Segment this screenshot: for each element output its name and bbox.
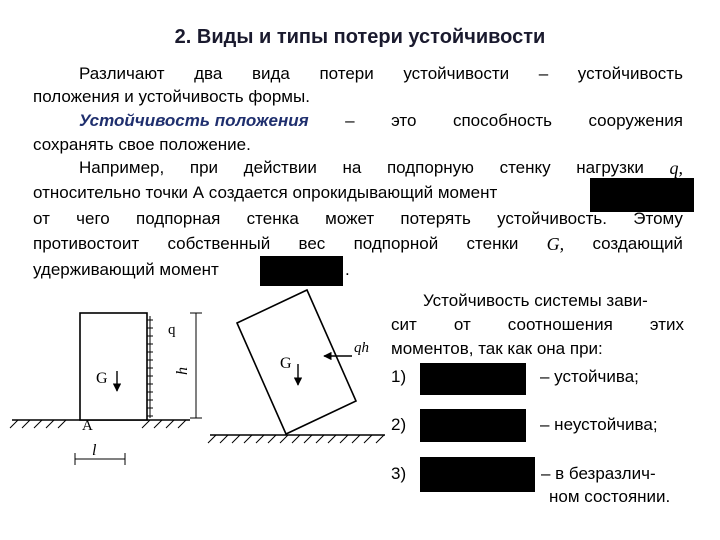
word: подпорной xyxy=(353,234,439,253)
right-line1: Устойчивость системы зави- xyxy=(423,291,648,310)
distributed-load xyxy=(147,316,153,418)
case-3-text: – в безразлич- xyxy=(541,464,656,483)
word: стенку xyxy=(499,158,551,177)
term-stability-position: Устойчивость положения xyxy=(79,111,309,130)
page-title: 2. Виды и типы потери устойчивости xyxy=(174,26,546,48)
word: устойчивости xyxy=(403,64,510,83)
word: – xyxy=(345,111,355,130)
word: может xyxy=(325,209,375,228)
word: подпорную xyxy=(386,158,474,177)
word: устойчивость xyxy=(577,64,683,83)
para2-line2: сохранять свое положение. xyxy=(33,135,251,154)
case-1-number: 1) xyxy=(391,367,407,386)
word: соотношения xyxy=(507,315,613,334)
word: Этому xyxy=(633,209,683,228)
word: на xyxy=(342,158,362,177)
case-2-condition-formula xyxy=(420,409,526,442)
word: стенки xyxy=(466,234,519,253)
word: от xyxy=(33,209,50,228)
para3-line2: относительно точки А создается опрокидывающий момент xyxy=(33,183,498,202)
ground-left xyxy=(10,420,190,428)
right-line2 xyxy=(391,315,684,335)
word: действии xyxy=(243,158,317,177)
case-1-text: – устойчива; xyxy=(540,367,639,386)
word: вес xyxy=(298,234,326,253)
right-line3: моментов, так как она при: xyxy=(391,339,603,358)
word: это xyxy=(391,111,417,130)
word: устойчивость. xyxy=(497,209,607,228)
word: этих xyxy=(649,315,684,334)
case-3-number: 3) xyxy=(391,464,407,483)
overturning-moment-formula xyxy=(590,178,694,212)
case-1-condition-formula xyxy=(420,363,526,395)
word: способность xyxy=(452,111,552,130)
case-2-number: 2) xyxy=(391,415,407,434)
word: при xyxy=(189,158,219,177)
word: подпорная xyxy=(136,209,221,228)
tilted-wall xyxy=(237,290,356,434)
word: чего xyxy=(76,209,110,228)
retaining-wall-figure xyxy=(0,280,390,480)
case-2-text: – неустойчива; xyxy=(540,415,658,434)
word: потери xyxy=(319,64,374,83)
case-3-condition-formula xyxy=(420,457,535,492)
word: нагрузки xyxy=(576,158,644,177)
word: стенка xyxy=(246,209,299,228)
load-label: q xyxy=(168,322,176,338)
para3-line1 xyxy=(79,158,683,178)
moment-label: qh xyxy=(354,340,369,356)
case-3-text-line2: ном состоянии. xyxy=(549,487,671,506)
height-label: h xyxy=(174,367,191,375)
word: Например, xyxy=(79,158,165,177)
word: сит xyxy=(391,315,417,334)
word: вида xyxy=(251,64,290,83)
retaining-wall xyxy=(80,313,147,420)
para2-line1 xyxy=(79,111,683,131)
ground-right xyxy=(208,435,385,443)
para1-line2: положения и устойчивость формы. xyxy=(33,87,310,106)
word: создающий xyxy=(592,234,683,253)
para1-line1 xyxy=(79,64,683,84)
word: два xyxy=(194,64,223,83)
para3-line5: удерживающий момент xyxy=(33,260,219,279)
word: собственный xyxy=(167,234,271,253)
word: Различают xyxy=(79,64,165,83)
load-symbol: q, xyxy=(669,158,683,178)
word: сооружения xyxy=(588,111,683,130)
point-a-label: A xyxy=(82,418,93,434)
word: потерять xyxy=(400,209,471,228)
para3-line3 xyxy=(33,209,683,229)
tilted-weight-label: G xyxy=(280,355,292,372)
base-dimension xyxy=(75,453,125,465)
para3-line5-end: . xyxy=(345,260,350,279)
word: противостоит xyxy=(33,234,140,253)
weight-symbol: G, xyxy=(546,234,565,254)
weight-label: G xyxy=(96,370,108,387)
base-label: l xyxy=(92,442,97,459)
para3-line4 xyxy=(33,234,683,254)
word: – xyxy=(538,64,549,83)
height-dimension xyxy=(190,313,202,418)
word: от xyxy=(453,315,471,334)
